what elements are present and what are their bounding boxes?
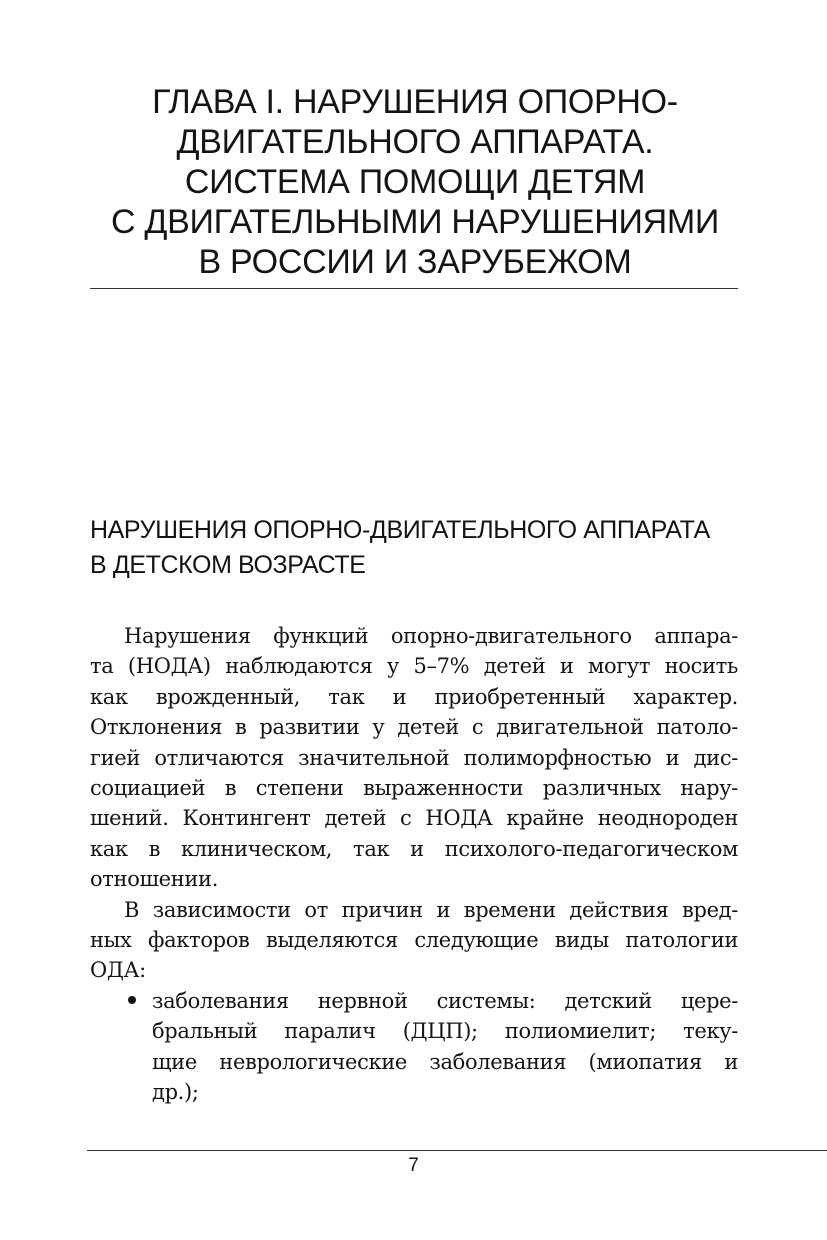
chapter-title-line: СИСТЕМА ПОМОЩИ ДЕТЯМ <box>184 163 646 201</box>
paragraph <box>90 621 738 895</box>
text-line: гией отличаются значительной полиморфностью и дис- <box>90 745 738 770</box>
list-item <box>90 986 738 1108</box>
chapter-divider <box>90 288 738 289</box>
page-number: 7 <box>408 1155 419 1176</box>
text-line: др.); <box>152 1080 199 1105</box>
text-line: как в клиническом, так и психолого-педагогическом <box>90 836 738 861</box>
text-line: щие неврологические заболевания (миопатия и <box>152 1049 738 1074</box>
section-title-line: НАРУШЕНИЯ ОПОРНО-ДВИГАТЕЛЬНОГО АППАРАТА <box>90 516 710 544</box>
footer-divider <box>87 1150 827 1151</box>
text-line: как врожденный, так и приобретенный характер. <box>90 684 738 709</box>
section-title-line: В ДЕТСКОМ ВОЗРАСТЕ <box>90 551 366 579</box>
text-line: бральный паралич (ДЦП); полиомиелит; теку- <box>152 1019 738 1044</box>
text-line: Нарушения функций опорно-двигательного аппара- <box>124 624 738 648</box>
text-line: заболевания нервной системы: детский цере- <box>152 988 738 1013</box>
section-title <box>90 513 750 583</box>
text-line: ОДА: <box>90 958 146 983</box>
text-line: ных факторов выделяются следующие виды патологии <box>90 928 738 953</box>
text-line: социацией в степени выраженности различных нару- <box>90 776 738 801</box>
paragraph <box>90 895 738 986</box>
text-line: отношении. <box>90 867 219 892</box>
chapter-title <box>90 82 740 282</box>
bullet-icon <box>128 996 136 1004</box>
text-line: Отклонения в развитии у детей с двигательной патоло- <box>90 715 738 740</box>
text-line: та (НОДА) наблюдаются у 5–7% детей и могут носить <box>90 654 738 679</box>
chapter-title-line: ГЛАВА I. НАРУШЕНИЯ ОПОРНО- <box>152 83 678 121</box>
text-line: шений. Контингент детей с НОДА крайне неоднороден <box>90 806 738 831</box>
text-line: В зависимости от причин и времени действия вред- <box>124 897 738 922</box>
chapter-title-line: ДВИГАТЕЛЬНОГО АППАРАТА. <box>176 123 654 161</box>
body-text <box>90 621 738 1108</box>
chapter-title-line: С ДВИГАТЕЛЬНЫМИ НАРУШЕНИЯМИ <box>110 203 720 241</box>
chapter-title-line: В РОССИИ И ЗАРУБЕЖОМ <box>198 243 632 281</box>
bullet-list <box>90 986 738 1108</box>
